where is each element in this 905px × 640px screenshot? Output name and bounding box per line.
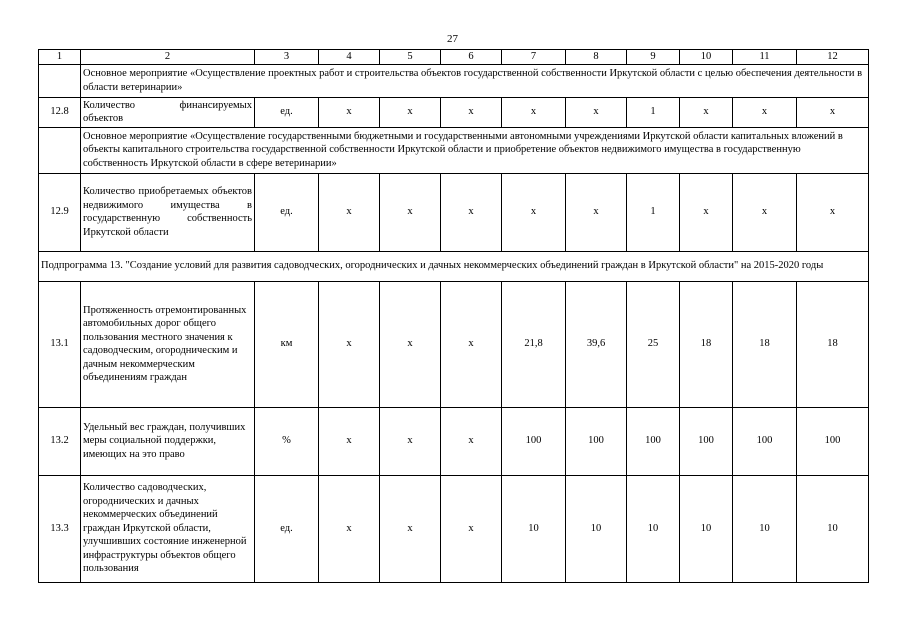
value-cell: х [441, 173, 502, 251]
unit-cell: ед. [255, 97, 319, 127]
value-cell: х [319, 173, 380, 251]
value-cell: 21,8 [502, 281, 566, 407]
value-cell: х [380, 173, 441, 251]
value-cell: 1 [627, 173, 680, 251]
value-cell: 100 [502, 407, 566, 475]
indicator-name: Количество приобретаемых объектов недвижимого имущества в государственную собственность Иркутской области [81, 173, 255, 251]
section-title: Основное мероприятие «Осуществление проектных работ и строительства объектов государственной собственности Иркутской области с целью обеспечения деятельности в области ветеринарии» [81, 64, 869, 97]
value-cell: 25 [627, 281, 680, 407]
column-number: 10 [680, 50, 733, 65]
empty-cell [39, 127, 81, 173]
column-number: 5 [380, 50, 441, 65]
column-number: 12 [797, 50, 869, 65]
column-number: 2 [81, 50, 255, 65]
value-cell: 18 [797, 281, 869, 407]
value-cell: 10 [502, 475, 566, 582]
value-cell: 100 [680, 407, 733, 475]
row-number: 13.1 [39, 281, 81, 407]
value-cell: х [380, 475, 441, 582]
section-row [39, 127, 869, 173]
column-number: 8 [566, 50, 627, 65]
value-cell: 10 [680, 475, 733, 582]
empty-cell [39, 64, 81, 97]
column-number: 9 [627, 50, 680, 65]
indicator-name: Удельный вес граждан, получивших меры социальной поддержки, имеющих на это право [81, 407, 255, 475]
value-cell: х [502, 97, 566, 127]
column-number: 4 [319, 50, 380, 65]
indicator-name: Количество садоводческих, огороднических и дачных некоммерческих объединений граждан Иркутской области, улучшивших состояние инженерной инфраструктуры объектов общего пользования [81, 475, 255, 582]
value-cell: 39,6 [566, 281, 627, 407]
row-number: 12.9 [39, 173, 81, 251]
table-row [39, 475, 869, 582]
column-number: 1 [39, 50, 81, 65]
value-cell: х [441, 407, 502, 475]
value-cell: 100 [797, 407, 869, 475]
value-cell: 1 [627, 97, 680, 127]
value-cell: х [380, 281, 441, 407]
unit-cell: ед. [255, 173, 319, 251]
value-cell: х [441, 281, 502, 407]
value-cell: 18 [733, 281, 797, 407]
page-number: 27 [447, 33, 458, 45]
value-cell: х [680, 97, 733, 127]
value-cell: 100 [627, 407, 680, 475]
row-number: 13.3 [39, 475, 81, 582]
value-cell: х [502, 173, 566, 251]
indicator-name: Протяженность отремонтированных автомобильных дорог общего пользования местного значения к садоводческим, огородническим и дачным некоммерческим объединениям граждан [81, 281, 255, 407]
value-cell: х [380, 407, 441, 475]
value-cell: х [566, 97, 627, 127]
value-cell: 10 [566, 475, 627, 582]
table-row [39, 173, 869, 251]
value-cell: х [319, 97, 380, 127]
value-cell: х [319, 281, 380, 407]
value-cell: х [733, 97, 797, 127]
value-cell: х [319, 407, 380, 475]
value-cell: х [733, 173, 797, 251]
column-number: 6 [441, 50, 502, 65]
table-row [39, 97, 869, 127]
section-row [39, 64, 869, 97]
value-cell: 100 [566, 407, 627, 475]
table-row [39, 407, 869, 475]
subprogram-row [39, 251, 869, 281]
value-cell: 10 [733, 475, 797, 582]
section-title: Основное мероприятие «Осуществление государственными бюджетными и государственными автономными учреждениями Иркутской области капитальных вложений в объекты капитального строительства государственной собственности Иркутской области и приобретение объектов недвижимого имущества в государственную собственность Иркутской области в сфере ветеринарии» [81, 127, 869, 173]
subprogram-title: Подпрограмма 13. "Создание условий для развития садоводческих, огороднических и дачных некоммерческих объединений граждан в Иркутской области" на 2015-2020 годы [39, 251, 869, 281]
value-cell: 10 [627, 475, 680, 582]
value-cell: х [797, 97, 869, 127]
value-cell: х [441, 97, 502, 127]
value-cell: х [319, 475, 380, 582]
indicator-name: Количество финансируемых объектов [81, 97, 255, 127]
row-number: 13.2 [39, 407, 81, 475]
value-cell: 10 [797, 475, 869, 582]
value-cell: 100 [733, 407, 797, 475]
value-cell: 18 [680, 281, 733, 407]
column-number: 11 [733, 50, 797, 65]
value-cell: х [441, 475, 502, 582]
value-cell: х [680, 173, 733, 251]
value-cell: х [566, 173, 627, 251]
unit-cell: км [255, 281, 319, 407]
unit-cell: % [255, 407, 319, 475]
column-number: 7 [502, 50, 566, 65]
indicators-table [38, 49, 869, 583]
unit-cell: ед. [255, 475, 319, 582]
table-row [39, 281, 869, 407]
column-number: 3 [255, 50, 319, 65]
row-number: 12.8 [39, 97, 81, 127]
value-cell: х [380, 97, 441, 127]
value-cell: х [797, 173, 869, 251]
column-number-row [39, 50, 869, 65]
